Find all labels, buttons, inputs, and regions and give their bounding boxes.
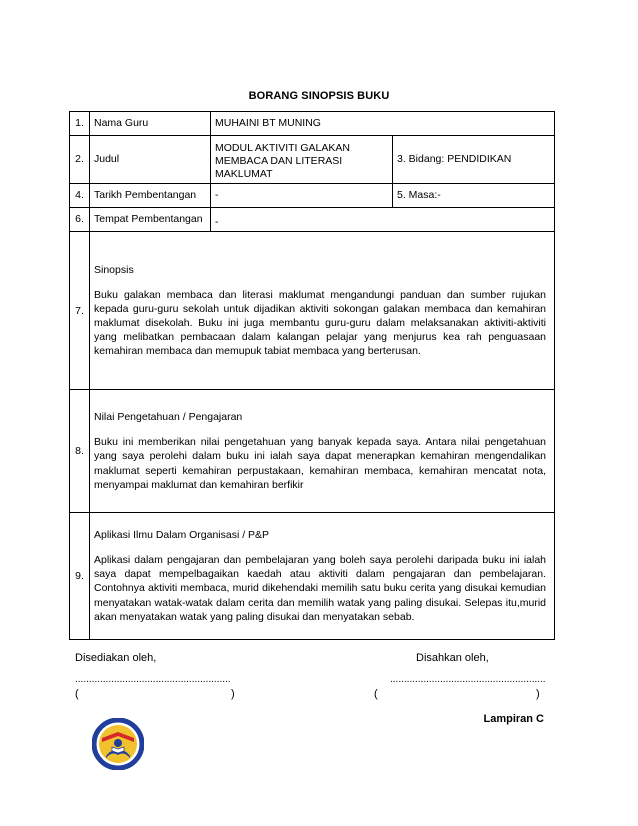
row-number: 8. xyxy=(70,390,90,513)
ministry-logo-icon xyxy=(92,718,144,770)
nilai-cell xyxy=(90,390,555,513)
book-title-value: MODUL AKTIVITI GALAKAN MEMBACA DAN LITERASI MAKLUMAT xyxy=(211,136,393,184)
date-value: - xyxy=(211,184,393,208)
aplikasi-text: Aplikasi dalam pengajaran dan pembelajaran yang boleh saya perolehi daripada buku ini ialah saya dapat mempelbagaikan kaedah atau aktiviti dalam pengajaran dan pembelajaran. Contohnya aktiviti membaca, murid dikehendaki memilih satu buku cerita yang disukai kemudian menyatakan watak-watak dalam cerita dan memilih watak yang paling disukai. Selepas itu,murid akan menyatakan watak yang paling disukai dan menyatakan sebab. xyxy=(94,554,547,623)
field-label: Tarikh Pembentangan xyxy=(90,184,211,208)
bidang-value: 3. Bidang: PENDIDIKAN xyxy=(393,136,555,184)
row-number: 4. xyxy=(70,184,90,208)
row-tempat xyxy=(70,208,555,232)
row-nilai xyxy=(70,390,555,513)
field-label: Judul xyxy=(90,136,211,184)
aplikasi-cell xyxy=(90,513,555,640)
prepared-by-label: Disediakan oleh, xyxy=(75,652,157,664)
field-label: Nilai Pengetahuan / Pengajaran xyxy=(94,411,243,424)
row-aplikasi xyxy=(70,513,555,640)
masa-value: 5. Masa:- xyxy=(393,184,555,208)
prepared-signature-line: ........................................................ xyxy=(75,674,231,685)
field-label: Nama Guru xyxy=(90,112,211,136)
teacher-name-value: MUHAINI BT MUNING xyxy=(211,112,555,136)
approved-by-label: Disahkan oleh, xyxy=(416,652,489,664)
approved-open-paren: ( xyxy=(374,688,378,700)
approved-close-paren: ) xyxy=(536,688,540,700)
lampiran-label: Lampiran C xyxy=(483,713,544,725)
row-sinopsis xyxy=(70,232,555,390)
synopsis-form-table xyxy=(69,111,555,640)
sinopsis-cell xyxy=(90,232,555,390)
row-number: 9. xyxy=(70,513,90,640)
venue-value: - xyxy=(215,215,219,228)
form-title: BORANG SINOPSIS BUKU xyxy=(248,90,390,102)
field-label: Aplikasi Ilmu Dalam Organisasi / P&P xyxy=(94,529,270,541)
row-number: 1. xyxy=(70,112,90,136)
field-label: Tempat Pembentangan xyxy=(90,208,211,232)
row-number: 7. xyxy=(70,232,90,390)
row-number: 6. xyxy=(70,208,90,232)
row-nama-guru xyxy=(70,112,555,136)
field-label: Sinopsis xyxy=(94,263,134,276)
prepared-close-paren: ) xyxy=(231,688,235,700)
row-judul xyxy=(70,136,555,184)
approved-signature-line: ........................................................ xyxy=(390,674,546,685)
nilai-text: Buku ini memberikan nilai pengetahuan yang banyak kepada saya. Antara nilai pengetahuan yang saya perolehi dalam buku ini ialah saya dapat menerapkan kemahiran mengendalikan maklumat seperti kemahiran perpustakaan, kemahiran membaca, kemahiran mencatat nota, menyampai maklumat dan kemahiran berfikir xyxy=(94,436,547,491)
row-number: 2. xyxy=(70,136,90,184)
venue-cell xyxy=(211,208,555,232)
row-tarikh xyxy=(70,184,555,208)
sinopsis-text: Buku galakan membaca dan literasi maklumat mengandungi panduan dan sumber rujukan kepada guru-guru sekolah untuk dijadikan aktiviti sokongan galakan membaca dan kemahiran maklumat disekolah. Buku ini juga membantu guru-guru dalam melaksanakan aktiviti-aktiviti yang melibatkan pembacaan dalam kalangan pelajar yang menjurus kea rah penguasaan kemahiran membaca dan memupuk tabiat membaca yang berterusan. xyxy=(94,288,547,358)
prepared-open-paren: ( xyxy=(75,688,79,700)
